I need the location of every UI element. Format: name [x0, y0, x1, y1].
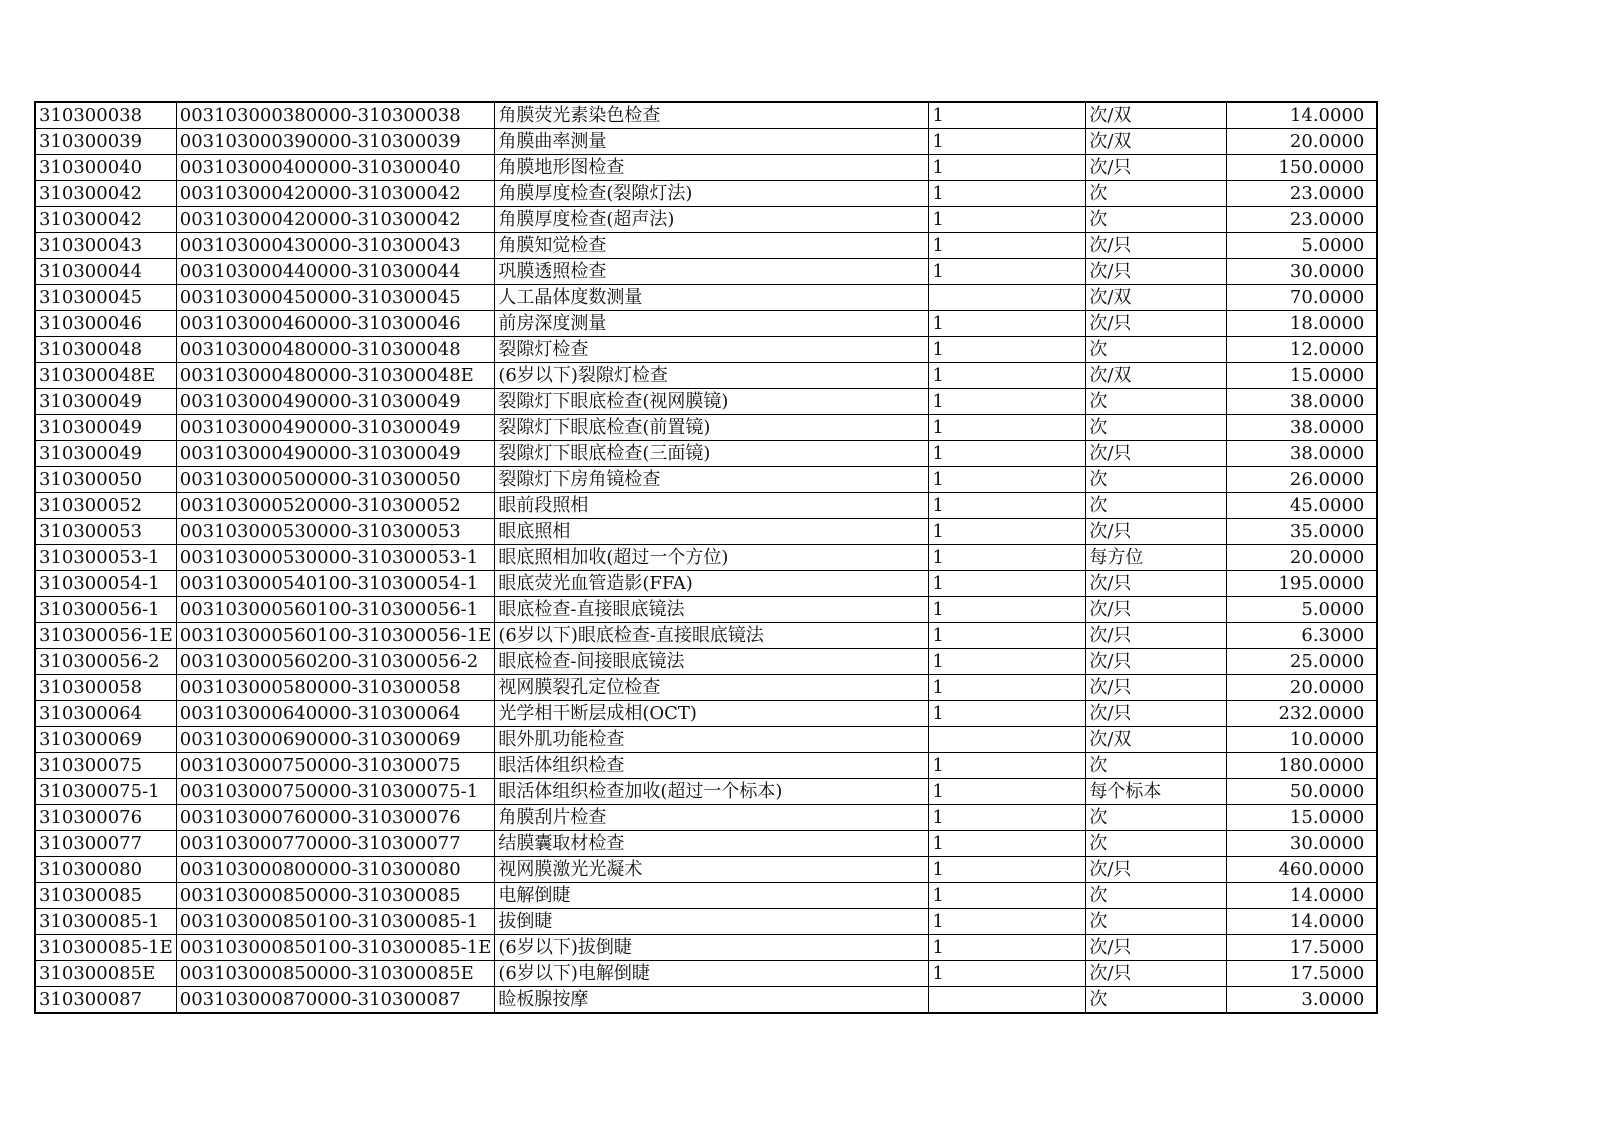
full-code-cell: 003103000760000-310300076 — [176, 805, 495, 831]
unit-cell: 次 — [1086, 909, 1227, 935]
table-row — [35, 155, 1377, 181]
item-code-cell: 310300077 — [35, 831, 176, 857]
unit-cell: 次/只 — [1086, 961, 1227, 987]
item-name-cell: (6岁以下)眼底检查-直接眼底镜法 — [495, 623, 929, 649]
full-code-cell: 003103000640000-310300064 — [176, 701, 495, 727]
unit-cell: 每个标本 — [1086, 779, 1227, 805]
item-name-cell: 视网膜裂孔定位检查 — [495, 675, 929, 701]
price-cell: 15.0000 — [1227, 363, 1378, 389]
table-row — [35, 181, 1377, 207]
quantity-cell: 1 — [929, 181, 1086, 207]
full-code-cell: 003103000420000-310300042 — [176, 207, 495, 233]
full-code-cell: 003103000520000-310300052 — [176, 493, 495, 519]
table-row — [35, 311, 1377, 337]
price-table-body — [35, 102, 1377, 1013]
table-row — [35, 441, 1377, 467]
full-code-cell: 003103000530000-310300053 — [176, 519, 495, 545]
quantity-cell: 1 — [929, 415, 1086, 441]
unit-cell: 次 — [1086, 337, 1227, 363]
full-code-cell: 003103000560100-310300056-1 — [176, 597, 495, 623]
price-cell: 195.0000 — [1227, 571, 1378, 597]
full-code-cell: 003103000420000-310300042 — [176, 181, 495, 207]
full-code-cell: 003103000850000-310300085 — [176, 883, 495, 909]
item-name-cell: 视网膜激光光凝术 — [495, 857, 929, 883]
item-name-cell: 眼活体组织检查加收(超过一个标本) — [495, 779, 929, 805]
table-row — [35, 493, 1377, 519]
quantity-cell: 1 — [929, 909, 1086, 935]
quantity-cell: 1 — [929, 493, 1086, 519]
table-row — [35, 233, 1377, 259]
price-cell: 14.0000 — [1227, 909, 1378, 935]
full-code-cell: 003103000500000-310300050 — [176, 467, 495, 493]
full-code-cell: 003103000490000-310300049 — [176, 415, 495, 441]
table-row — [35, 337, 1377, 363]
table-row — [35, 207, 1377, 233]
full-code-cell: 003103000400000-310300040 — [176, 155, 495, 181]
unit-cell: 次/双 — [1086, 102, 1227, 129]
item-code-cell: 310300075-1 — [35, 779, 176, 805]
full-code-cell: 003103000690000-310300069 — [176, 727, 495, 753]
unit-cell: 次/只 — [1086, 311, 1227, 337]
full-code-cell: 003103000530000-310300053-1 — [176, 545, 495, 571]
unit-cell: 次/只 — [1086, 935, 1227, 961]
price-cell: 10.0000 — [1227, 727, 1378, 753]
full-code-cell: 003103000850100-310300085-1 — [176, 909, 495, 935]
item-code-cell: 310300039 — [35, 129, 176, 155]
price-cell: 14.0000 — [1227, 102, 1378, 129]
item-code-cell: 310300075 — [35, 753, 176, 779]
quantity-cell: 1 — [929, 467, 1086, 493]
item-name-cell: 睑板腺按摩 — [495, 987, 929, 1014]
quantity-cell: 1 — [929, 883, 1086, 909]
unit-cell: 次 — [1086, 493, 1227, 519]
unit-cell: 次 — [1086, 805, 1227, 831]
quantity-cell: 1 — [929, 233, 1086, 259]
item-name-cell: 角膜曲率测量 — [495, 129, 929, 155]
item-code-cell: 310300085-1E — [35, 935, 176, 961]
quantity-cell: 1 — [929, 441, 1086, 467]
quantity-cell: 1 — [929, 753, 1086, 779]
item-name-cell: 眼底检查-间接眼底镜法 — [495, 649, 929, 675]
quantity-cell: 1 — [929, 129, 1086, 155]
unit-cell: 次/只 — [1086, 519, 1227, 545]
item-name-cell: 角膜厚度检查(裂隙灯法) — [495, 181, 929, 207]
table-row — [35, 987, 1377, 1014]
full-code-cell: 003103000490000-310300049 — [176, 389, 495, 415]
price-cell: 5.0000 — [1227, 233, 1378, 259]
item-name-cell: (6岁以下)电解倒睫 — [495, 961, 929, 987]
item-code-cell: 310300069 — [35, 727, 176, 753]
unit-cell: 次 — [1086, 415, 1227, 441]
table-row — [35, 779, 1377, 805]
unit-cell: 次 — [1086, 181, 1227, 207]
item-code-cell: 310300042 — [35, 181, 176, 207]
item-name-cell: 裂隙灯下眼底检查(三面镜) — [495, 441, 929, 467]
item-code-cell: 310300053-1 — [35, 545, 176, 571]
quantity-cell: 1 — [929, 623, 1086, 649]
quantity-cell: 1 — [929, 701, 1086, 727]
full-code-cell: 003103000450000-310300045 — [176, 285, 495, 311]
full-code-cell: 003103000540100-310300054-1 — [176, 571, 495, 597]
price-cell: 20.0000 — [1227, 545, 1378, 571]
item-name-cell: 光学相干断层成相(OCT) — [495, 701, 929, 727]
full-code-cell: 003103000580000-310300058 — [176, 675, 495, 701]
full-code-cell: 003103000490000-310300049 — [176, 441, 495, 467]
unit-cell: 次/只 — [1086, 571, 1227, 597]
item-code-cell: 310300087 — [35, 987, 176, 1014]
unit-cell: 次/只 — [1086, 857, 1227, 883]
unit-cell: 次 — [1086, 389, 1227, 415]
item-name-cell: 结膜囊取材检查 — [495, 831, 929, 857]
price-cell: 45.0000 — [1227, 493, 1378, 519]
table-row — [35, 467, 1377, 493]
quantity-cell: 1 — [929, 571, 1086, 597]
unit-cell: 次 — [1086, 987, 1227, 1014]
unit-cell: 次/只 — [1086, 597, 1227, 623]
unit-cell: 次/只 — [1086, 701, 1227, 727]
price-cell: 180.0000 — [1227, 753, 1378, 779]
price-cell: 30.0000 — [1227, 259, 1378, 285]
table-row — [35, 285, 1377, 311]
quantity-cell: 1 — [929, 311, 1086, 337]
full-code-cell: 003103000380000-310300038 — [176, 102, 495, 129]
quantity-cell: 1 — [929, 363, 1086, 389]
price-table — [34, 101, 1378, 1014]
price-cell: 38.0000 — [1227, 389, 1378, 415]
unit-cell: 次/只 — [1086, 441, 1227, 467]
full-code-cell: 003103000850000-310300085E — [176, 961, 495, 987]
price-cell: 30.0000 — [1227, 831, 1378, 857]
item-code-cell: 310300056-1 — [35, 597, 176, 623]
unit-cell: 次 — [1086, 207, 1227, 233]
item-code-cell: 310300049 — [35, 415, 176, 441]
unit-cell: 次/只 — [1086, 259, 1227, 285]
price-cell: 20.0000 — [1227, 675, 1378, 701]
quantity-cell — [929, 987, 1086, 1014]
item-name-cell: 角膜知觉检查 — [495, 233, 929, 259]
item-code-cell: 310300053 — [35, 519, 176, 545]
price-cell: 38.0000 — [1227, 415, 1378, 441]
quantity-cell: 1 — [929, 389, 1086, 415]
item-name-cell: 眼底照相加收(超过一个方位) — [495, 545, 929, 571]
quantity-cell: 1 — [929, 519, 1086, 545]
full-code-cell: 003103000870000-310300087 — [176, 987, 495, 1014]
item-name-cell: 裂隙灯下眼底检查(视网膜镜) — [495, 389, 929, 415]
item-code-cell: 310300076 — [35, 805, 176, 831]
price-cell: 70.0000 — [1227, 285, 1378, 311]
item-name-cell: 拔倒睫 — [495, 909, 929, 935]
item-name-cell: 眼底照相 — [495, 519, 929, 545]
item-code-cell: 310300049 — [35, 389, 176, 415]
full-code-cell: 003103000560100-310300056-1E — [176, 623, 495, 649]
full-code-cell: 003103000480000-310300048 — [176, 337, 495, 363]
item-code-cell: 310300040 — [35, 155, 176, 181]
full-code-cell: 003103000440000-310300044 — [176, 259, 495, 285]
quantity-cell: 1 — [929, 961, 1086, 987]
unit-cell: 每方位 — [1086, 545, 1227, 571]
full-code-cell: 003103000750000-310300075-1 — [176, 779, 495, 805]
price-cell: 6.3000 — [1227, 623, 1378, 649]
quantity-cell: 1 — [929, 857, 1086, 883]
full-code-cell: 003103000390000-310300039 — [176, 129, 495, 155]
quantity-cell: 1 — [929, 597, 1086, 623]
quantity-cell: 1 — [929, 337, 1086, 363]
item-code-cell: 310300048 — [35, 337, 176, 363]
quantity-cell: 1 — [929, 831, 1086, 857]
table-row — [35, 961, 1377, 987]
item-name-cell: 巩膜透照检查 — [495, 259, 929, 285]
table-row — [35, 129, 1377, 155]
unit-cell: 次 — [1086, 883, 1227, 909]
price-cell: 15.0000 — [1227, 805, 1378, 831]
table-row — [35, 805, 1377, 831]
table-row — [35, 363, 1377, 389]
unit-cell: 次/只 — [1086, 675, 1227, 701]
item-code-cell: 310300045 — [35, 285, 176, 311]
item-name-cell: 人工晶体度数测量 — [495, 285, 929, 311]
item-name-cell: 眼底荧光血管造影(FFA) — [495, 571, 929, 597]
unit-cell: 次 — [1086, 831, 1227, 857]
item-name-cell: 眼底检查-直接眼底镜法 — [495, 597, 929, 623]
item-name-cell: 眼前段照相 — [495, 493, 929, 519]
unit-cell: 次/双 — [1086, 727, 1227, 753]
table-row — [35, 675, 1377, 701]
item-code-cell: 310300042 — [35, 207, 176, 233]
price-cell: 14.0000 — [1227, 883, 1378, 909]
price-cell: 23.0000 — [1227, 207, 1378, 233]
unit-cell: 次/双 — [1086, 363, 1227, 389]
full-code-cell: 003103000430000-310300043 — [176, 233, 495, 259]
quantity-cell: 1 — [929, 102, 1086, 129]
table-row — [35, 831, 1377, 857]
table-row — [35, 102, 1377, 129]
item-code-cell: 310300038 — [35, 102, 176, 129]
unit-cell: 次/只 — [1086, 155, 1227, 181]
price-cell: 35.0000 — [1227, 519, 1378, 545]
price-cell: 150.0000 — [1227, 155, 1378, 181]
item-name-cell: 角膜地形图检查 — [495, 155, 929, 181]
item-name-cell: 裂隙灯下房角镜检查 — [495, 467, 929, 493]
price-cell: 38.0000 — [1227, 441, 1378, 467]
quantity-cell: 1 — [929, 779, 1086, 805]
unit-cell: 次/只 — [1086, 649, 1227, 675]
item-name-cell: 角膜荧光素染色检查 — [495, 102, 929, 129]
price-cell: 17.5000 — [1227, 961, 1378, 987]
item-code-cell: 310300080 — [35, 857, 176, 883]
full-code-cell: 003103000560200-310300056-2 — [176, 649, 495, 675]
item-name-cell: (6岁以下)拔倒睫 — [495, 935, 929, 961]
item-code-cell: 310300064 — [35, 701, 176, 727]
table-row — [35, 259, 1377, 285]
table-row — [35, 701, 1377, 727]
table-row — [35, 571, 1377, 597]
quantity-cell: 1 — [929, 805, 1086, 831]
price-cell: 26.0000 — [1227, 467, 1378, 493]
table-row — [35, 545, 1377, 571]
table-row — [35, 597, 1377, 623]
table-row — [35, 727, 1377, 753]
item-name-cell: 电解倒睫 — [495, 883, 929, 909]
item-name-cell: 裂隙灯下眼底检查(前置镜) — [495, 415, 929, 441]
table-row — [35, 519, 1377, 545]
unit-cell: 次/双 — [1086, 285, 1227, 311]
quantity-cell: 1 — [929, 675, 1086, 701]
quantity-cell — [929, 727, 1086, 753]
full-code-cell: 003103000850100-310300085-1E — [176, 935, 495, 961]
item-code-cell: 310300056-2 — [35, 649, 176, 675]
table-row — [35, 753, 1377, 779]
unit-cell: 次/双 — [1086, 129, 1227, 155]
full-code-cell: 003103000770000-310300077 — [176, 831, 495, 857]
item-name-cell: 前房深度测量 — [495, 311, 929, 337]
unit-cell: 次 — [1086, 467, 1227, 493]
quantity-cell — [929, 285, 1086, 311]
item-code-cell: 310300043 — [35, 233, 176, 259]
quantity-cell: 1 — [929, 545, 1086, 571]
full-code-cell: 003103000750000-310300075 — [176, 753, 495, 779]
item-name-cell: 角膜刮片检查 — [495, 805, 929, 831]
item-code-cell: 310300058 — [35, 675, 176, 701]
full-code-cell: 003103000800000-310300080 — [176, 857, 495, 883]
price-cell: 23.0000 — [1227, 181, 1378, 207]
table-row — [35, 909, 1377, 935]
price-cell: 460.0000 — [1227, 857, 1378, 883]
quantity-cell: 1 — [929, 207, 1086, 233]
item-code-cell: 310300052 — [35, 493, 176, 519]
price-cell: 20.0000 — [1227, 129, 1378, 155]
price-cell: 232.0000 — [1227, 701, 1378, 727]
table-row — [35, 649, 1377, 675]
item-code-cell: 310300085-1 — [35, 909, 176, 935]
table-row — [35, 935, 1377, 961]
table-row — [35, 623, 1377, 649]
price-cell: 12.0000 — [1227, 337, 1378, 363]
item-code-cell: 310300048E — [35, 363, 176, 389]
table-row — [35, 389, 1377, 415]
table-row — [35, 415, 1377, 441]
price-cell: 17.5000 — [1227, 935, 1378, 961]
quantity-cell: 1 — [929, 259, 1086, 285]
full-code-cell: 003103000460000-310300046 — [176, 311, 495, 337]
unit-cell: 次/只 — [1086, 623, 1227, 649]
price-cell: 25.0000 — [1227, 649, 1378, 675]
item-name-cell: 裂隙灯检查 — [495, 337, 929, 363]
price-cell: 50.0000 — [1227, 779, 1378, 805]
item-code-cell: 310300054-1 — [35, 571, 176, 597]
item-name-cell: 眼活体组织检查 — [495, 753, 929, 779]
item-code-cell: 310300049 — [35, 441, 176, 467]
item-name-cell: 眼外肌功能检查 — [495, 727, 929, 753]
item-name-cell: (6岁以下)裂隙灯检查 — [495, 363, 929, 389]
item-code-cell: 310300050 — [35, 467, 176, 493]
item-code-cell: 310300056-1E — [35, 623, 176, 649]
price-cell: 18.0000 — [1227, 311, 1378, 337]
item-code-cell: 310300085 — [35, 883, 176, 909]
item-code-cell: 310300085E — [35, 961, 176, 987]
quantity-cell: 1 — [929, 935, 1086, 961]
item-code-cell: 310300046 — [35, 311, 176, 337]
unit-cell: 次/只 — [1086, 233, 1227, 259]
quantity-cell: 1 — [929, 155, 1086, 181]
price-cell: 3.0000 — [1227, 987, 1378, 1014]
item-name-cell: 角膜厚度检查(超声法) — [495, 207, 929, 233]
table-row — [35, 857, 1377, 883]
unit-cell: 次 — [1086, 753, 1227, 779]
price-cell: 5.0000 — [1227, 597, 1378, 623]
item-code-cell: 310300044 — [35, 259, 176, 285]
full-code-cell: 003103000480000-310300048E — [176, 363, 495, 389]
table-row — [35, 883, 1377, 909]
quantity-cell: 1 — [929, 649, 1086, 675]
